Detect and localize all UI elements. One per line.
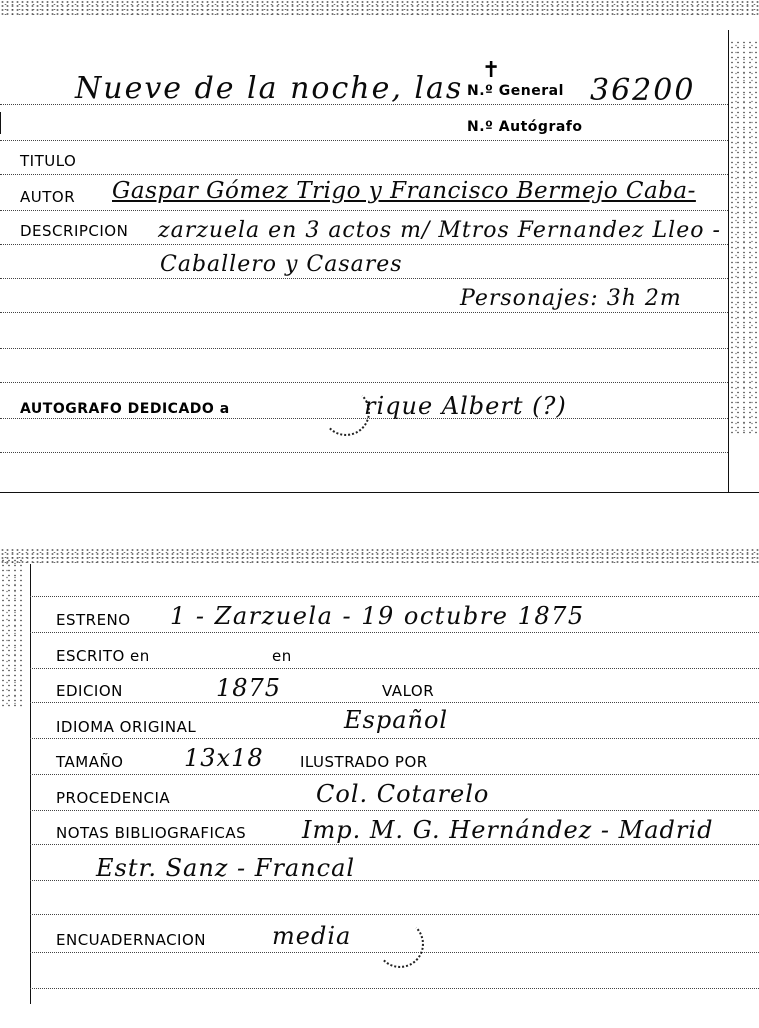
notas-line2: Estr. Sanz - Francal bbox=[96, 854, 356, 882]
ilustrado-label: ILUSTRADO POR bbox=[300, 753, 428, 771]
general-number-label: N.º General bbox=[467, 83, 564, 99]
rule bbox=[30, 952, 759, 953]
autor-label: AUTOR bbox=[20, 188, 76, 206]
catalog-card-top bbox=[0, 0, 759, 495]
descripcion-line2: Caballero y Casares bbox=[160, 252, 403, 277]
notas-label: NOTAS BIBLIOGRAFICAS bbox=[56, 824, 247, 842]
card-bottom-edge bbox=[0, 492, 759, 493]
rule bbox=[0, 452, 728, 453]
title-handwritten: Nueve de la noche, las bbox=[75, 71, 464, 106]
idioma-value: Español bbox=[344, 706, 449, 734]
edicion-label: EDICION bbox=[56, 682, 123, 700]
rule bbox=[0, 312, 728, 313]
speckled-border-right bbox=[729, 40, 759, 435]
catalog-card-bottom bbox=[0, 548, 759, 1028]
speckled-border-left bbox=[0, 558, 22, 708]
rule bbox=[30, 844, 759, 845]
estreno-label: ESTRENO bbox=[56, 611, 131, 629]
rule bbox=[0, 278, 728, 279]
rule bbox=[30, 914, 759, 915]
rule bbox=[30, 632, 759, 633]
rule bbox=[30, 988, 759, 989]
rule bbox=[0, 104, 728, 105]
descripcion-line1: zarzuela en 3 actos m/ Mtros Fernandez Lleo - bbox=[158, 218, 721, 243]
rule bbox=[30, 668, 759, 669]
rule bbox=[30, 702, 759, 703]
rule bbox=[0, 418, 728, 419]
speckled-border-top bbox=[0, 0, 759, 16]
card-left-edge bbox=[30, 564, 31, 1004]
notas-line1: Imp. M. G. Hernández - Madrid bbox=[302, 816, 714, 844]
estreno-value: 1 - Zarzuela - 19 octubre 1875 bbox=[170, 602, 585, 630]
autografo-dedicado-value: rique Albert (?) bbox=[364, 392, 567, 420]
rule bbox=[0, 210, 728, 211]
encuadernacion-label: ENCUADERNACION bbox=[56, 931, 207, 949]
rule bbox=[0, 348, 728, 349]
escrito-en-label: en bbox=[272, 647, 292, 665]
ink-blot-icon bbox=[376, 920, 424, 968]
edicion-value: 1875 bbox=[216, 674, 282, 702]
rule bbox=[0, 174, 728, 175]
autor-value: Gaspar Gómez Trigo y Francisco Bermejo Caba- bbox=[112, 178, 696, 204]
cross-mark-icon: ✝ bbox=[482, 58, 501, 83]
escrito-label: ESCRITO en bbox=[56, 647, 150, 665]
descripcion-label: DESCRIPCION bbox=[20, 222, 129, 240]
tamano-label: TAMAÑO bbox=[56, 753, 124, 771]
autografo-dedicado-label: AUTOGRAFO DEDICADO a bbox=[20, 401, 230, 417]
rule bbox=[30, 880, 759, 881]
rule bbox=[30, 810, 759, 811]
rule bbox=[0, 140, 728, 141]
tamano-value: 13x18 bbox=[184, 744, 264, 772]
card-right-edge bbox=[728, 30, 729, 492]
rule bbox=[30, 596, 759, 597]
titulo-label: TITULO bbox=[20, 152, 77, 170]
encuadernacion-value: media bbox=[272, 922, 352, 950]
rule bbox=[30, 738, 759, 739]
autografo-number-label: N.º Autógrafo bbox=[467, 119, 583, 135]
procedencia-label: PROCEDENCIA bbox=[56, 789, 171, 807]
general-number-value: 36200 bbox=[590, 73, 696, 108]
rule bbox=[0, 382, 728, 383]
rule bbox=[0, 244, 728, 245]
procedencia-value: Col. Cotarelo bbox=[316, 780, 490, 808]
valor-label: VALOR bbox=[382, 682, 435, 700]
ink-blot-icon bbox=[322, 388, 370, 436]
idioma-label: IDIOMA ORIGINAL bbox=[56, 718, 197, 736]
rule bbox=[30, 774, 759, 775]
left-tick bbox=[0, 112, 1, 134]
personajes-value: Personajes: 3h 2m bbox=[460, 286, 682, 311]
speckled-border-top bbox=[0, 548, 759, 564]
